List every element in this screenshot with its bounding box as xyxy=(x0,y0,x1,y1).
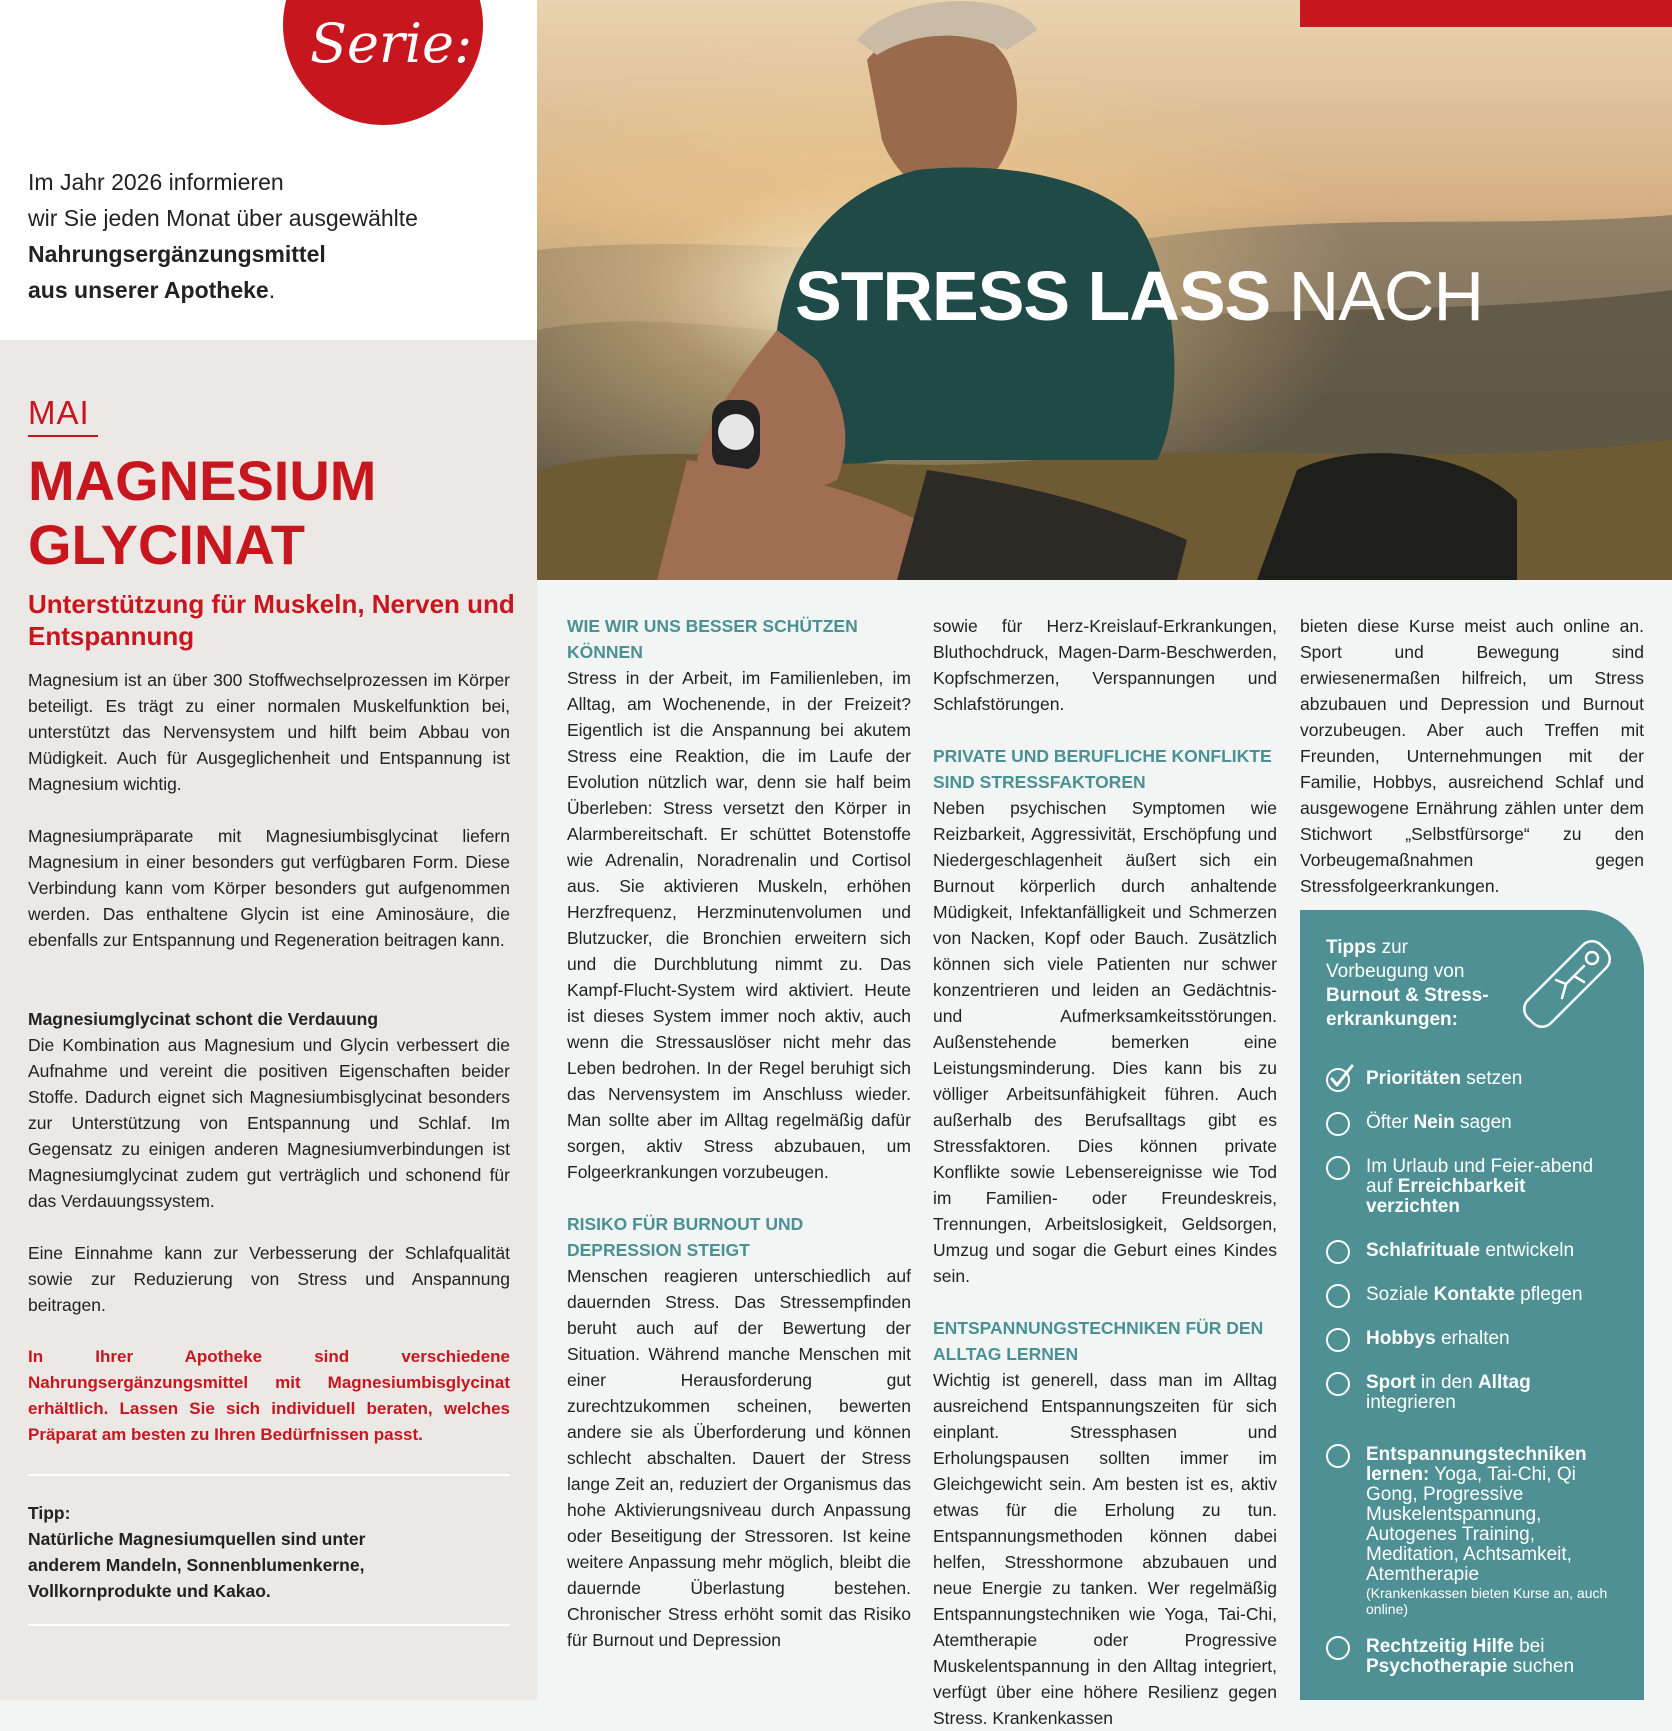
tipps-title-line-2: Vorbeugung von xyxy=(1326,961,1465,982)
product-paragraph-2: Magnesiumpräparate mit Magnesiumbisglycinat liefern Magnesium in einer besonders gut verfügbaren Form. Diese Verbindung kann vom Körper besonders gut aufgenommen werden. Das enthaltene Glycin ist eine Aminosäure, die ebenfalls zur Entspannung und Regeneration beitragen kann. xyxy=(28,826,510,950)
tip-9-rest: suchen xyxy=(1507,1656,1575,1677)
product-title xyxy=(28,449,528,577)
wave-divider xyxy=(0,330,537,390)
circle-icon xyxy=(1326,1328,1350,1352)
circle-icon xyxy=(1326,1636,1350,1660)
tipps-box xyxy=(1300,910,1644,1700)
headline-bold: STRESS LASS xyxy=(795,257,1271,335)
tip-3-bold: Erreichbarkeit verzichten xyxy=(1366,1176,1526,1217)
product-paragraph-1: Magnesium ist an über 300 Stoffwechselprozessen im Körper beteiligt. Es trägt zu einer normalen Muskelfunktion bei, unterstützt das Nervensystem und hilft beim Abbau von Müdigkeit. Auch für Ausgeglichenheit und Entspannung ist Magnesium wichtig. xyxy=(28,670,510,794)
product-paragraph-4: Eine Einnahme kann zur Verbesserung der Schlafqualität sowie zur Reduzierung von Stress und Anspannung beitragen. xyxy=(28,1243,510,1315)
divider-top xyxy=(28,1474,510,1476)
tipp-text: Natürliche Magnesiumquellen sind unter anderem Mandeln, Sonnenblumenkerne, Vollkornprodukte und Kakao. xyxy=(28,1529,366,1601)
tip-5-rest: pflegen xyxy=(1514,1284,1583,1305)
product-title-line-1: MAGNESIUM xyxy=(28,449,377,512)
red-accent-bar xyxy=(1300,0,1672,27)
section-heading-3: PRIVATE UND BERUFLICHE KONFLIKTE SIND STRESSFAKTOREN xyxy=(933,746,1272,792)
serie-badge-text: Serie: xyxy=(310,12,473,75)
circle-icon xyxy=(1326,1284,1350,1308)
tip-9-mid: bei xyxy=(1513,1636,1545,1657)
section-heading-4: ENTSPANNUNGSTECHNIKEN FÜR DEN ALLTAG LERNEN xyxy=(933,1318,1264,1364)
section-heading-2: RISIKO FÜR BURNOUT UND DEPRESSION STEIGT xyxy=(567,1214,804,1260)
tipps-title-word: Tipps xyxy=(1326,937,1377,958)
tip-8-note: (Krankenkassen bieten Kurse an, auch online) xyxy=(1366,1585,1608,1617)
tipps-title-rest: zur xyxy=(1376,937,1409,958)
checkmark-circle-icon xyxy=(1324,1062,1356,1094)
tip-7-rest: integrieren xyxy=(1366,1392,1456,1413)
article-column-2 xyxy=(933,613,1277,1731)
section-text-2: Menschen reagieren unterschiedlich auf dauernden Stress. Das Stressempfinden beruht auch auf der Bewertung der Situation. Während manche Menschen mit einer Herausforderung gut zurechtzukommen scheinen, bewerten andere sie als Überforderung und können schlecht abschalten. Dauert der Stress lange Zeit an, reduziert der Organismus das hohe Aktivierungsniveau durch Anpassung oder Beseitigung der Stressoren. Ist keine weitere Anpassung mehr möglich, bleibt die dauernde Überlastung bestehen. Chronischer Stress erhöht somit das Risiko für Burnout und Depression xyxy=(567,1266,911,1650)
tipps-title xyxy=(1326,936,1526,1032)
intro-line-4-end: . xyxy=(268,277,276,303)
tip-7-bold-2: Alltag xyxy=(1477,1372,1531,1393)
tip-2-pre: Öfter xyxy=(1366,1112,1414,1133)
tip-4-rest: entwickeln xyxy=(1480,1240,1575,1261)
product-subtitle: Unterstützung für Muskeln, Nerven und Entspannung xyxy=(28,589,515,651)
article-column-3 xyxy=(1300,613,1644,899)
product-title-line-2: GLYCINAT xyxy=(28,513,305,576)
headline-light: NACH xyxy=(1288,257,1484,335)
section-heading-1: WIE WIR UNS BESSER SCHÜTZEN KÖNNEN xyxy=(567,616,858,662)
tip-5-pre: Soziale xyxy=(1366,1284,1434,1305)
month-underline xyxy=(28,435,98,437)
intro-line-1: Im Jahr 2026 informieren xyxy=(28,169,284,195)
tip-1-rest: setzen xyxy=(1461,1068,1523,1089)
tip-2-rest: sagen xyxy=(1454,1112,1512,1133)
circle-icon xyxy=(1326,1444,1350,1468)
circle-icon xyxy=(1326,1156,1350,1180)
intro-line-4: aus unserer Apotheke xyxy=(28,277,269,303)
tip-9-bold-2: Psychotherapie xyxy=(1366,1656,1508,1677)
tip-7-mid: in den xyxy=(1415,1372,1478,1393)
section-text-4: Wichtig ist generell, dass man im Alltag ausreichend Entspannungszeiten für sich einplant. Stressphasen und Erholungspausen sollten immer im Gleichgewicht sein. Am besten ist es, aktiv etwas für die Erholung zu tun. Entspannungsmethoden können dabei helfen, Stresshormone abzubauen und neue Energie zu tanken. Wer regelmäßig Entspannungstechniken wie Yoga, Tai-Chi, Atemtherapie oder Progressive Muskelentspannung in den Alltag integriert, verfügt über eine höhere Resilienz gegen Stress. Krankenkassen xyxy=(933,1370,1277,1728)
pharmacy-note: In Ihrer Apotheke sind verschiedene Nahrungsergänzungsmittel mit Magnesiumbisglycinat erhältlich. Lassen Sie sich individuell beraten, welches Präparat am besten zu Ihren Bedürfnissen passt. xyxy=(28,1347,510,1444)
article-headline xyxy=(795,256,1483,336)
tip-6-rest: erhalten xyxy=(1435,1328,1510,1349)
circle-icon xyxy=(1326,1372,1350,1396)
intro-line-3: Nahrungsergänzungsmittel xyxy=(28,241,326,267)
tip-2-bold: Nein xyxy=(1413,1112,1455,1133)
tip-8-rest: Yoga, Tai-Chi, Qi Gong, Progressive Muskelentspannung, Autogenes Training, Meditation, Achtsamkeit, Atemtherapie xyxy=(1366,1464,1576,1585)
circle-icon xyxy=(1326,1240,1350,1264)
tip-8-bold: Entspannungstechniken lernen: xyxy=(1366,1444,1587,1485)
section-text-4-continued: bieten diese Kurse meist auch online an. Sport und Bewegung sind erwiesenermaßen hilfreich, um Stress abzubauen und Depression und Burnout vorzubeugen. Aber auch Treffen mit Freunden, Unternehmungen mit der Familie, Hobbys, ausreichend Schlaf und ausgewogene Ernährung zählen unter dem Stichwort „Selbstfürsorge“ zu den Vorbeugemaßnahmen gegen Stressfolgeerkrankungen. xyxy=(1300,616,1644,896)
tip-9-bold: Rechtzeitig Hilfe xyxy=(1366,1636,1514,1657)
tip-1-bold: Prioritäten xyxy=(1366,1068,1462,1089)
section-text-1: Stress in der Arbeit, im Familienleben, im Alltag, am Wochenende, in der Freizeit? Eigentlich ist die Anspannung bei akutem Stress eine Reaktion, die im Laufe der Evolution nützlich war, denn sie half beim Überleben: Stress versetzt den Körper in Alarmbereitschaft. Er schüttet Botenstoffe wie Adrenalin, Noradrenalin und Cortisol aus. Sie aktivieren Muskeln, erhöhen Herzfrequenz, Herzminutenvolumen und Blutzucker, die Bronchien erweitern sich und die Durchblutung nimmt zu. Das Kampf-Flucht-System wird aktiviert. Heute ist dieses System immer noch aktiv, auch wenn die Stressauslöser nicht mehr das Leben bedrohen. In der Regel beruhigt sich das Nervensystem im Anschluss wieder. Man sollte aber im Alltag regelmäßig dafür sorgen, aktiv Stress abzubauen, um Folgeerkrankungen vorzubeugen. xyxy=(567,668,911,1182)
circle-icon xyxy=(1326,1112,1350,1136)
tipps-title-line-3: Burnout & Stress- xyxy=(1326,985,1489,1006)
section-text-3: Neben psychischen Symptomen wie Reizbarkeit, Aggressivität, Erschöpfung und Niedergeschlagenheit äußert sich ein Burnout körperlich durch anhaltende Müdigkeit, Infektanfälligkeit und Schmerzen von Nacken, Kopf oder Bauch. Zusätzlich können sich viele Patienten nur schwer konzentrieren und leiden an Gedächtnis- und Aufmerksamkeitsstörungen. Außenstehende bemerken eine Leistungsminderung. Dies kann bis zu völliger Arbeitsunfähigkeit führen. Auch außerhalb des Berufsalltags gibt es Stressfaktoren. Dies können private Konflikte sowie Lebensereignisse wie Tod im Familien- oder Freundeskreis, Trennungen, Arbeitslosigkeit, Geldsorgen, Umzug und sogar die Geburt eines Kindes sein. xyxy=(933,798,1277,1286)
tip-7-bold: Sport xyxy=(1366,1372,1416,1393)
series-intro xyxy=(28,164,528,308)
product-subheading: Magnesiumglycinat schont die Verdauung xyxy=(28,1009,379,1029)
intro-line-2: wir Sie jeden Monat über ausgewählte xyxy=(28,205,418,231)
tipps-title-line-4: erkrankungen: xyxy=(1326,1009,1458,1030)
tip-5-bold: Kontakte xyxy=(1433,1284,1515,1305)
section-text-2-continued: sowie für Herz-Kreislauf-Erkrankungen, Bluthochdruck, Magen-Darm-Beschwerden, Kopfschmerzen, Verspannungen und Schlafstörungen. xyxy=(933,616,1277,714)
tip-6-bold: Hobbys xyxy=(1366,1328,1436,1349)
product-paragraph-3: Die Kombination aus Magnesium und Glycin verbessert die Aufnahme und vereint die positiven Eigenschaften beider Stoffe. Dadurch eignet sich Magnesiumbisglycinat besonders zur Unterstützung von Entspannung und Schlaf. Im Gegensatz zu einigen anderen Magnesiumverbindungen ist Magnesiumglycinat zudem gut verträglich und schonend für das Verdauungssystem. xyxy=(28,1035,510,1211)
divider-bottom xyxy=(28,1624,510,1626)
yoga-mat-person-icon xyxy=(1518,930,1618,1030)
tipp-label: Tipp: xyxy=(28,1503,71,1523)
month-label: MAI xyxy=(28,394,90,431)
tip-4-bold: Schlafrituale xyxy=(1366,1240,1481,1261)
article-column-1 xyxy=(567,613,911,1653)
tip-3-pre: Im Urlaub und Feier-abend auf xyxy=(1366,1156,1594,1197)
